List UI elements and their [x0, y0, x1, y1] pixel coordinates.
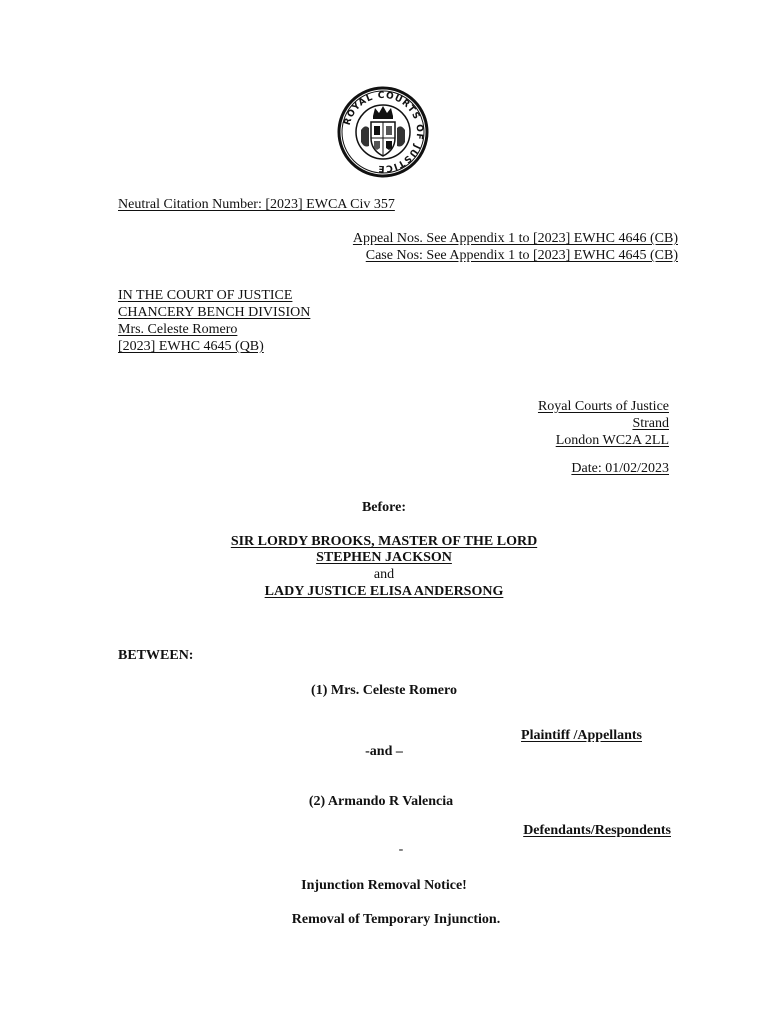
party-1-role: Plaintiff /Appellants	[521, 728, 642, 743]
seal-icon	[337, 86, 429, 178]
case-numbers: Case Nos: See Appendix 1 to [2023] EWHC 4645 (CB)	[365, 248, 678, 263]
address-line-1: Royal Courts of Justice	[537, 399, 669, 414]
parties-and: -and –	[365, 744, 403, 759]
court-name: IN THE COURT OF JUSTICE	[118, 288, 293, 303]
between-label: BETWEEN:	[118, 648, 194, 663]
party-1: (1) Mrs. Celeste Romero	[311, 683, 457, 698]
seal-text: ROYAL COURTS OF JUSTICE	[342, 90, 425, 174]
neutral-citation: Neutral Citation Number: [2023] EWCA Civ 357	[118, 197, 395, 212]
appeal-numbers: Appeal Nos. See Appendix 1 to [2023] EWHC 4646 (CB)	[352, 231, 678, 246]
address-line-2: Strand	[632, 416, 669, 431]
judge-1-line-1: SIR LORDY BROOKS, MASTER OF THE LORD	[230, 534, 538, 549]
party-2-role: Defendants/Respondents	[523, 823, 671, 838]
court-case-ref: [2023] EWHC 4645 (QB)	[118, 339, 264, 354]
party-2: (2) Armando R Valencia	[308, 794, 454, 809]
before-label: Before:	[361, 500, 407, 515]
judges-and: and	[373, 567, 395, 582]
judge-2: LADY JUSTICE ELISA ANDERSONG	[264, 584, 504, 599]
address-line-3: London WC2A 2LL	[555, 433, 669, 448]
separator-dash: -	[398, 842, 404, 857]
royal-courts-seal	[337, 86, 429, 178]
judgment-date: Date: 01/02/2023	[571, 461, 669, 476]
notice-title: Injunction Removal Notice!	[301, 878, 467, 893]
court-division: CHANCERY BENCH DIVISION	[118, 305, 311, 320]
court-judge-name: Mrs. Celeste Romero	[118, 322, 238, 337]
notice-subtitle: Removal of Temporary Injunction.	[291, 912, 501, 927]
judge-1-line-2: STEPHEN JACKSON	[316, 550, 452, 565]
